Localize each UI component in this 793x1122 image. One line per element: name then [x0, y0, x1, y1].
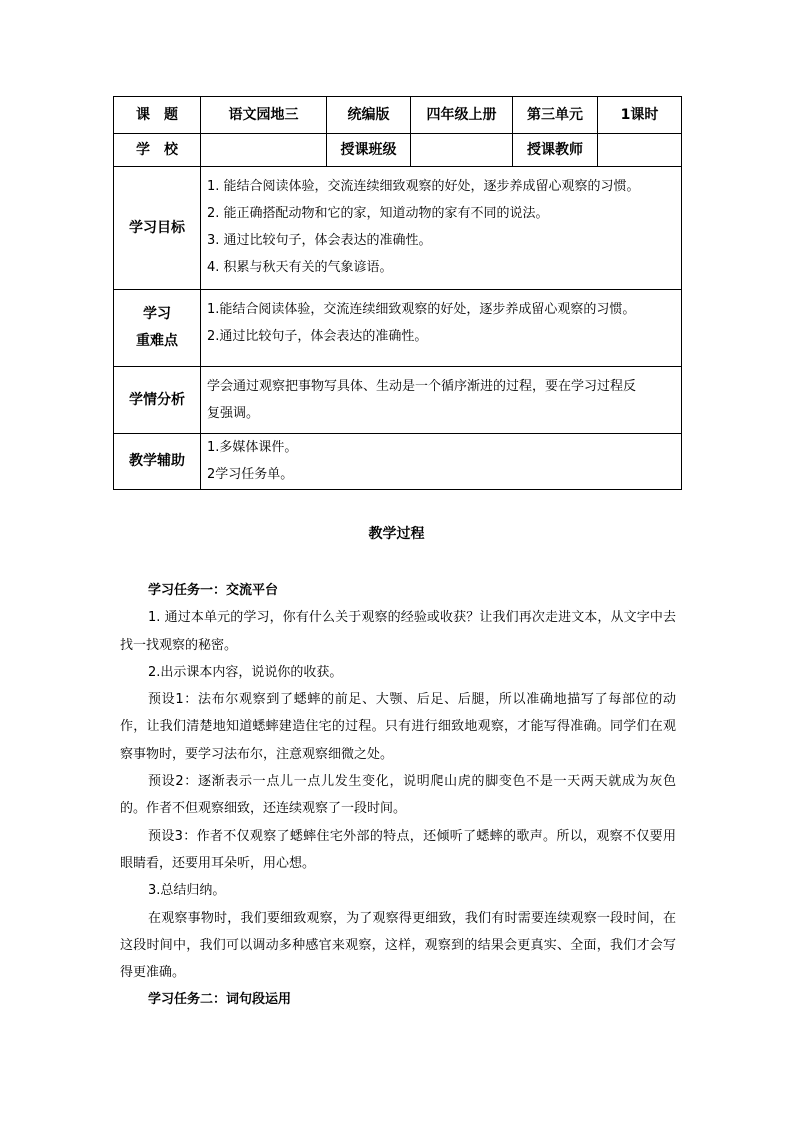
- paragraph: 预设3：作者不仅观察了蟋蟀住宅外部的特点，还倾听了蟋蟀的歌声。所以，观察不仅要用眼睛看，还要用耳朵听，用心想。: [120, 828, 676, 871]
- lesson-info-table: [113, 96, 682, 490]
- table-row-topic: [114, 97, 682, 134]
- paragraph: 预设2：逐渐表示一点儿一点儿发生变化，说明爬山虎的脚变色不是一天两天就成为灰色的。作者不但观察细致，还连续观察了一段时间。: [120, 774, 676, 817]
- paragraph: 2.出示课本内容，说说你的收获。: [148, 664, 343, 680]
- table-row-key-points: [114, 290, 682, 367]
- key-points-label-line2: 重难点: [136, 333, 178, 349]
- school-value: [201, 134, 327, 167]
- key-points-label-line1: 学习: [143, 306, 171, 322]
- aids-label: 教学辅助: [114, 434, 201, 490]
- table-row-analysis: [114, 367, 682, 434]
- analysis-content: [201, 367, 682, 434]
- class-value: [411, 134, 513, 167]
- paragraph: 预设1：法布尔观察到了蟋蟀的前足、大颚、后足、后腿，所以准确地描写了每部位的动作，让我们清楚地知道蟋蟀建造住宅的过程。只有进行细致地观察，才能写得准确。同学们在观察事物时，要学习法布尔，注意观察细微之处。: [120, 692, 676, 762]
- analysis-label: 学情分析: [114, 367, 201, 434]
- objective-item: 2. 能正确搭配动物和它的家，知道动物的家有不同的说法。: [207, 206, 549, 221]
- paragraph: 1. 通过本单元的学习，你有什么关于观察的经验或收获？让我们再次走进文本，从文字中去找一找观察的秘密。: [120, 610, 676, 653]
- table-row-objectives: [114, 167, 682, 290]
- task2-title: 学习任务二：词句段运用: [148, 992, 292, 1008]
- school-label: 学 校: [114, 134, 201, 167]
- aid-item: 1.多媒体课件。: [207, 440, 298, 455]
- hours-value: 1课时: [598, 97, 682, 134]
- unit-value: 第三单元: [513, 97, 598, 134]
- topic-value: 语文园地三: [201, 97, 327, 134]
- aids-content: [201, 434, 682, 490]
- process-body: [120, 577, 676, 1014]
- analysis-text-line2: 复强调。: [207, 406, 260, 421]
- objectives-label: 学习目标: [114, 167, 201, 290]
- teacher-value: [598, 134, 682, 167]
- key-points-content: [201, 290, 682, 367]
- paragraph: 3.总结归纳。: [148, 883, 226, 899]
- table-row-aids: [114, 434, 682, 490]
- aid-item: 2学习任务单。: [207, 467, 294, 482]
- objective-item: 3. 通过比较句子，体会表达的准确性。: [207, 233, 432, 248]
- class-label: 授课班级: [327, 134, 411, 167]
- topic-label: 课 题: [114, 97, 201, 134]
- key-points-label: [114, 290, 201, 367]
- grade-value: 四年级上册: [411, 97, 513, 134]
- edition-value: 统编版: [327, 97, 411, 134]
- teacher-label: 授课教师: [513, 134, 598, 167]
- objective-item: 1. 能结合阅读体验，交流连续细致观察的好处，逐步养成留心观察的习惯。: [207, 179, 640, 194]
- objective-item: 4. 积累与秋天有关的气象谚语。: [207, 260, 393, 275]
- table-row-school: [114, 134, 682, 167]
- objectives-content: [201, 167, 682, 290]
- key-point-item: 1.能结合阅读体验，交流连续细致观察的好处，逐步养成留心观察的习惯。: [207, 302, 636, 317]
- section-heading: 教学过程: [368, 526, 425, 542]
- key-point-item: 2.通过比较句子，体会表达的准确性。: [207, 329, 428, 344]
- paragraph: 在观察事物时，我们要细致观察，为了观察得更细致，我们有时需要连续观察一段时间，在这段时间中，我们可以调动多种感官来观察，这样，观察到的结果会更真实、全面，我们才会写得更准确。: [120, 910, 676, 981]
- task1-title: 学习任务一：交流平台: [148, 583, 279, 598]
- analysis-text-line1: 学会通过观察把事物写具体、生动是一个循序渐进的过程，要在学习过程反: [207, 379, 637, 394]
